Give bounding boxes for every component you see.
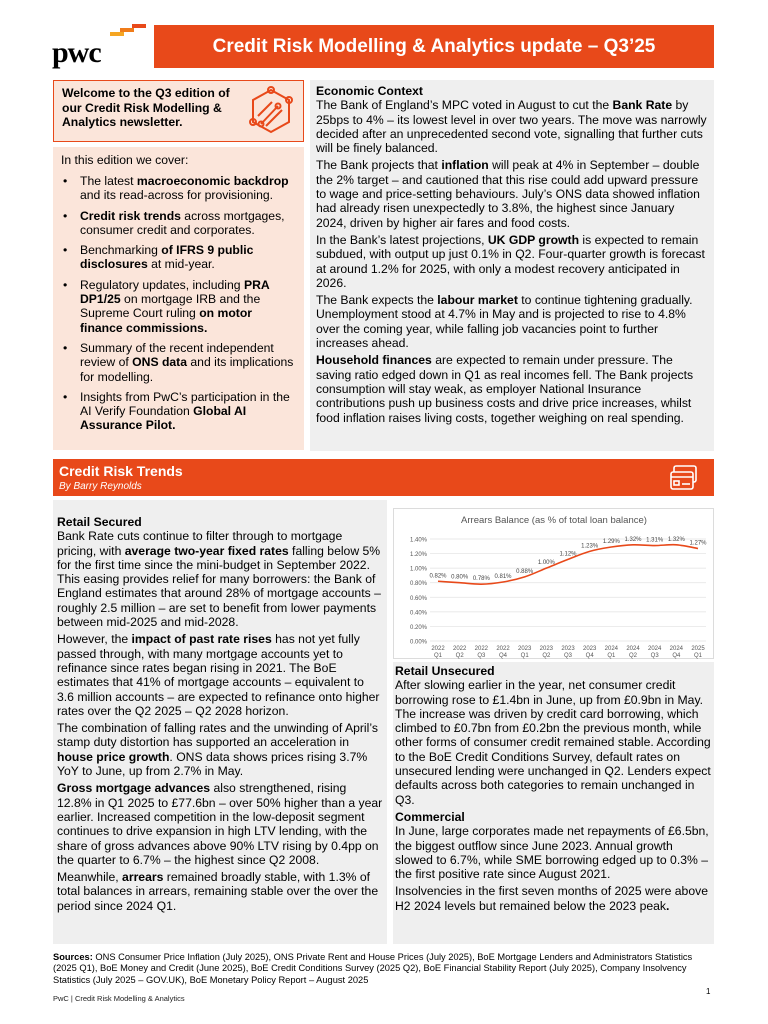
y-tick-label: 0.20%: [409, 624, 427, 631]
data-label: 1.23%: [581, 543, 599, 550]
x-tick-quarter: Q3: [563, 653, 573, 659]
page-number: 1: [706, 987, 711, 996]
data-label: 0.80%: [451, 574, 469, 581]
y-tick-label: 0.00%: [409, 639, 427, 646]
contents-item-segment: Benchmarking: [80, 243, 162, 258]
retail-secured-panel: [53, 500, 387, 944]
x-tick-quarter: Q1: [520, 653, 529, 659]
pwc-logo-mark-icon: [102, 24, 146, 40]
y-tick-label: 0.40%: [409, 610, 427, 617]
x-tick-quarter: Q2: [628, 653, 638, 659]
retail-unsecured-paragraph: [395, 678, 712, 807]
retail-secured-segment: However, the: [57, 632, 132, 647]
retail-secured-segment: Bank Rate cuts continue to filter through to mortgage pricing, with: [57, 529, 343, 558]
y-tick-label: 1.40%: [409, 537, 427, 544]
commercial-paragraph: [395, 824, 712, 881]
contents-item-segment: Global AI Assurance Pilot.: [80, 404, 247, 433]
retail-unsecured-body: [395, 678, 712, 807]
x-tick-year: 2022: [452, 646, 467, 652]
footer-text: PwC | Credit Risk Modelling & Analytics: [53, 994, 185, 1003]
retail-secured-segment: average two-year fixed rates: [124, 543, 289, 558]
contents-item-segment: Summary of the recent independent review of: [80, 340, 274, 370]
economic-context-segment: The Bank of England’s MPC voted in August to cut the: [316, 98, 613, 113]
contents-item-segment: and its read-across for provisioning.: [80, 188, 274, 203]
section-title: Credit Risk Trends: [59, 463, 183, 479]
economic-context-segment: labour market: [437, 293, 518, 308]
economic-context-segment: to continue tightening gradually. Unemployment stood at 4.7% in May and is projected to rise to 4.8% over the coming year, while falling job vacancies point to further increases ahead.: [316, 293, 693, 351]
contents-item: [61, 243, 296, 272]
x-tick-year: 2024: [647, 646, 662, 652]
x-tick-year: 2023: [517, 646, 532, 652]
data-label: 1.00%: [537, 560, 555, 567]
retail-secured-segment: falling below 5% for the first time since the mini-budget in September 2022. This easing provides relief for many borrowers: the Bank of England estimates that around 28% of mortgage accounts – roughly 2.5 million – are set to benefit from lower payments between mid-2025 and mid-2028.: [57, 543, 381, 630]
contents-item-segment: PRA DP1/25: [80, 277, 270, 307]
retail-secured-segment: has not yet fully passed through, with many mortgage accounts yet to refinance since rates began rising in 2021. The BoE estimates that 41% of mortgage accounts – equivalent to 3.6 million accounts – are expected to refinance onto higher rates over the Q2 2025 – Q2 2028 horizon.: [57, 632, 380, 718]
contents-item-segment: Insights from PwC’s participation in the AI Verify Foundation: [80, 389, 290, 419]
contents-item-segment: ONS data: [132, 355, 188, 370]
retail-secured-body: [57, 529, 383, 913]
x-tick-quarter: Q1: [433, 653, 443, 659]
x-tick-year: 2024: [669, 646, 684, 652]
pwc-logo: [52, 24, 142, 70]
economic-context-segment: UK GDP growth: [487, 232, 580, 247]
arrears-chart-svg: [394, 509, 715, 660]
x-tick-quarter: Q4: [585, 653, 594, 659]
retail-secured-segment: Gross mortgage advances: [57, 781, 211, 796]
x-tick-year: 2025: [691, 646, 705, 652]
economic-context-segment: will peak at 4% in September – double the 2% target – and cautioned that this rise could add upward pressure to wage and price-setting behaviours. July’s ONS data showed inflation had already risen unexpectedly to 3.8%, the highest since January 2024, driven by higher air fares and food costs.: [316, 158, 700, 230]
x-tick-quarter: Q1: [607, 653, 616, 659]
arrears-chart: [393, 508, 714, 659]
edition-contents: [53, 147, 304, 450]
retail-secured-segment: The combination of falling rates and the unwinding of April’s stamp duty distortion has supported an acceleration in: [57, 721, 378, 750]
retail-secured-segment: Meanwhile,: [57, 870, 123, 885]
economic-context-segment: inflation: [441, 158, 489, 173]
commercial-body: [395, 824, 712, 913]
x-tick-year: 2023: [539, 646, 554, 652]
commercial-segment: .: [666, 898, 670, 913]
economic-context-paragraph: [316, 293, 708, 350]
economic-context-body: [316, 98, 708, 425]
contents-intro: In this edition we cover:: [61, 153, 189, 167]
economic-context-panel: [310, 80, 714, 451]
economic-context-paragraph: [316, 353, 708, 424]
contents-item-segment: and its implications for modelling.: [80, 355, 294, 384]
data-label: 0.78%: [472, 576, 490, 583]
commercial-paragraph: [395, 884, 712, 913]
section-author: By Barry Reynolds: [59, 481, 142, 492]
contents-item-segment: on mortgage IRB and the Supreme Court ruling: [80, 292, 261, 321]
retail-secured-paragraph: [57, 529, 383, 629]
retail-secured-paragraph: [57, 721, 383, 778]
network-hexagon-icon: [244, 86, 298, 138]
retail-secured-segment: also strengthened, rising 12.8% in Q1 2025 to £77.6bn – over 50% higher than a year earlier. Increased competition in the low-deposit segment continues to drive expansion in high LTV lending, with the share of gross advances above 90% LTV rising by 0.4pp on the quarter to 6.7% – the highest since Q2 2008.: [57, 781, 383, 867]
credit-risk-trends-banner: [53, 459, 714, 496]
sources-text: ONS Consumer Price Inflation (July 2025), ONS Private Rent and House Prices (July 2025), BoE Mortgage Lenders and Administrators Statistics (2025 Q1), BoE Money and Credit (June 2025), BoE Credit Conditions Survey (2025 Q2), BoE Financial Stability Report (July 2025), Company Insolvency Statistics (July 2025 – GOV.UK), BoE Monetary Policy Report – August 2025: [53, 952, 693, 985]
x-tick-year: 2023: [561, 646, 575, 652]
pwc-logo-text: pwc: [52, 36, 101, 69]
contents-item: [61, 174, 296, 203]
retail-secured-heading: Retail Secured: [57, 515, 142, 529]
x-tick-quarter: Q2: [542, 653, 551, 659]
contents-item: [61, 390, 296, 433]
x-tick-quarter: Q4: [672, 653, 681, 659]
contents-item-segment: Credit risk trends: [80, 208, 181, 223]
data-label: 1.12%: [559, 551, 577, 558]
contents-item-segment: at mid-year.: [147, 257, 215, 272]
contents-item-segment: The latest: [80, 174, 137, 188]
retail-secured-paragraph: [57, 870, 383, 913]
chart-title: Arrears Balance (as % of total loan balance): [461, 515, 647, 526]
data-label: 0.81%: [494, 573, 512, 580]
credit-card-icon: [668, 462, 700, 494]
y-tick-label: 0.60%: [409, 595, 427, 602]
retail-secured-segment: remained broadly stable, with 1.3% of total balances in arrears, remaining stable over the over the period since 2024 Q1.: [57, 870, 379, 913]
x-tick-year: 2024: [604, 646, 619, 652]
contents-item-segment: Regulatory updates, including: [80, 277, 244, 292]
economic-context-paragraph: [316, 158, 708, 229]
x-tick-quarter: Q3: [650, 653, 659, 659]
welcome-text: Welcome to the Q3 edition of our Credit Risk Modelling & Analytics newsletter.: [62, 86, 230, 129]
economic-context-segment: is expected to remain subdued, with output up just 0.1% in Q2. Four-quarter growth is forecast at around 1.2% for 2025, with only a modest recovery anticipated in 2026.: [316, 232, 705, 290]
contents-list: [61, 174, 296, 433]
unsecured-commercial-panel: [393, 662, 714, 944]
y-tick-label: 1.20%: [409, 552, 427, 559]
economic-context-heading: Economic Context: [316, 84, 423, 98]
retail-secured-segment: impact of past rate rises: [131, 632, 272, 647]
sources-note: [53, 952, 714, 986]
commercial-segment: In June, large corporates made net repayments of £6.5bn, the biggest outflow since June 2023. Annual growth slowed to 6.7%, while SME borrowing edged up to 0.3% – the first positive rate since August 2021.: [395, 824, 709, 882]
data-label: 1.27%: [689, 540, 707, 547]
retail-secured-segment: arrears: [122, 870, 164, 885]
contents-item-segment: of IFRS 9 public disclosures: [80, 243, 254, 272]
y-tick-label: 0.80%: [409, 581, 427, 588]
x-tick-year: 2024: [626, 646, 640, 652]
contents-item: [61, 341, 296, 384]
data-label: 1.31%: [646, 537, 664, 544]
contents-item: [61, 278, 296, 335]
economic-context-segment: by 25bps to 4% – its lowest level in over two years. The move was narrowly decided after an unprecedented second vote, signalling that further cuts will be finely balanced.: [316, 98, 707, 156]
x-tick-quarter: Q2: [455, 653, 464, 659]
commercial-heading: Commercial: [395, 809, 465, 824]
data-label: 1.32%: [624, 536, 642, 543]
x-tick-year: 2022: [496, 646, 510, 652]
economic-context-segment: In the Bank’s latest projections,: [316, 232, 488, 247]
retail-secured-paragraph: [57, 632, 383, 718]
retail-unsecured-segment: After slowing earlier in the year, net consumer credit borrowing rose to £1.4bn in June, up from £0.9bn in May. The increase was driven by credit card borrowing, which climbed to £0.7bn from £0.2bn the previous month, while other forms of consumer credit remained stable. According to the BoE Credit Conditions Survey, default rates on unsecured lending were unchanged in Q2. Lenders expect defaults across both categories to remain unchanged in Q3.: [395, 678, 711, 807]
contents-item-segment: macroeconomic backdrop: [136, 174, 289, 188]
data-label: 0.88%: [516, 568, 534, 575]
y-tick-label: 1.00%: [409, 566, 427, 573]
welcome-box: [53, 80, 304, 142]
retail-unsecured-heading: Retail Unsecured: [395, 664, 495, 678]
x-tick-quarter: Q4: [498, 653, 508, 659]
data-label: 1.32%: [667, 536, 685, 543]
retail-secured-paragraph: [57, 781, 383, 867]
x-tick-year: 2022: [474, 646, 489, 652]
economic-context-segment: are expected to remain under pressure. The saving ratio edged down in Q1 as real incomes fell. The Bank projects consumption will stay weak, as employer National Insurance contributions push up business costs and drive price increases, whilst food inflation raises living costs, together weighing on real spending.: [316, 353, 694, 425]
x-tick-quarter: Q1: [693, 653, 703, 659]
data-label: 1.29%: [602, 539, 620, 546]
sources-label: Sources:: [53, 952, 93, 962]
retail-secured-segment: house price growth: [57, 749, 170, 764]
economic-context-paragraph: [316, 98, 708, 155]
economic-context-segment: The Bank expects the: [316, 293, 438, 308]
contents-item: [61, 209, 296, 238]
commercial-segment: Insolvencies in the first seven months of 2025 were above H2 2024 levels but remained below the 2023 peak: [395, 884, 708, 913]
header-banner: [154, 25, 714, 68]
x-tick-year: 2023: [582, 646, 597, 652]
contents-item-segment: on motor finance commissions.: [80, 306, 253, 335]
economic-context-segment: Household finances: [316, 353, 432, 368]
data-label: 0.82%: [429, 573, 447, 580]
page-title: Credit Risk Modelling & Analytics update – Q3’25: [212, 35, 656, 57]
x-tick-year: 2022: [431, 646, 445, 652]
economic-context-segment: Bank Rate: [612, 98, 673, 113]
retail-secured-segment: . ONS data shows prices rising 3.7% YoY to June, up from 2.7% in May.: [57, 749, 368, 779]
economic-context-paragraph: [316, 233, 708, 290]
x-tick-quarter: Q3: [477, 653, 486, 659]
contents-item-segment: across mortgages, consumer credit and corporates.: [80, 208, 285, 237]
economic-context-segment: The Bank projects that: [316, 158, 442, 173]
